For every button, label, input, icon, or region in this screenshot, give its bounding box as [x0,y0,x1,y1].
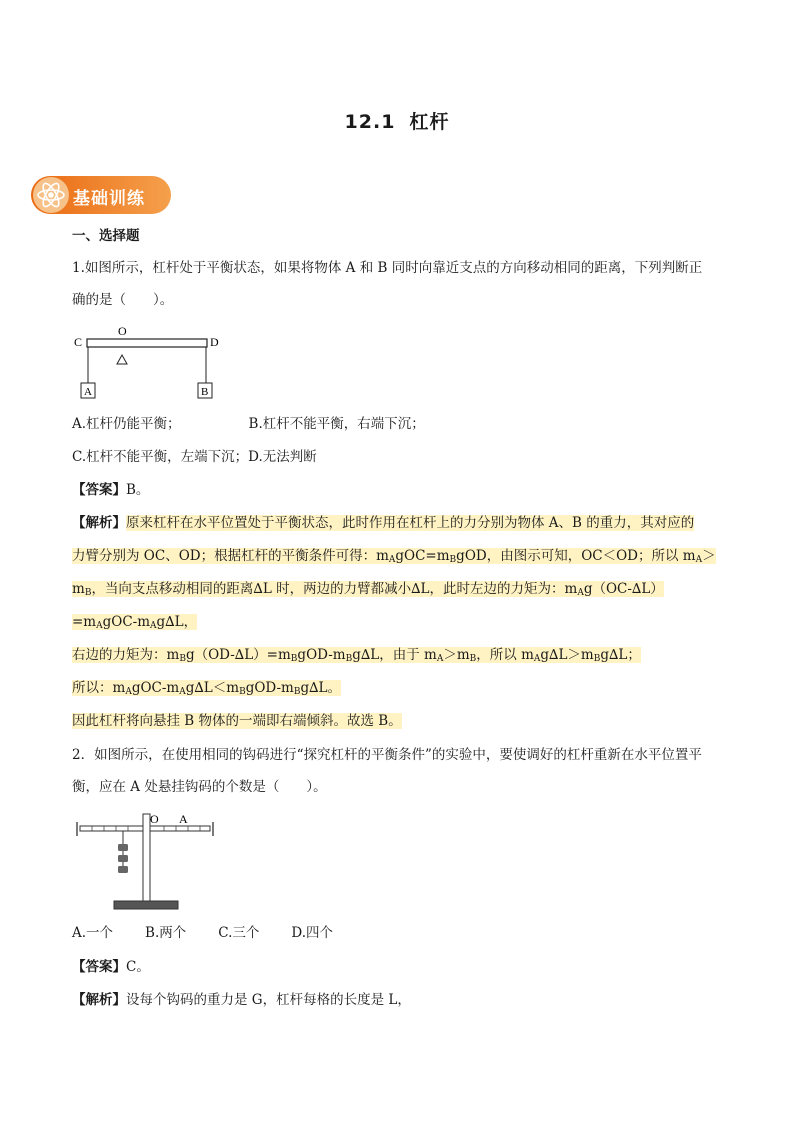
q1-analysis-line3: $m_B$，当向支点移动相同的距离∆L 时，两边的力臂都减小∆L，此时左边的力矩为：$m_Ag(OC-\Delta L)$ [72,581,664,598]
label-o: O [150,812,159,826]
atom-icon [33,177,69,213]
stand-base [114,901,178,909]
q1-analysis-line2: 力臂分别为 OC、OD；根据杠杆的平衡条件可得：$m_AgOC=m_BgOD$，由图示可知，OC＜OD；所以 $m_A>$ [72,548,716,565]
q2-stem-line2: 衡，应在 A 处悬挂钩码的个数是（ ）。 [72,779,327,795]
title-number: 12.1 [344,111,396,133]
q2-answer-tag: 【答案】 [72,959,126,975]
q1-analysis-line5: 右边的力矩为：$m_Bg(OD-\Delta L)=m_BgOD-m_Bg\Delta L$，由于 $m_A>m_B$，所以 $m_Ag\Delta L>m_Bg\Delta L$； [72,647,641,664]
q2-analysis [72,989,726,1011]
lever-bar [87,339,207,347]
q1-answer-tag: 【答案】 [72,482,126,498]
hook-weight-2 [118,855,128,862]
hook-weight-1 [118,844,128,851]
q1-analysis-line4: $=m_AgOC-m_Ag\Delta L$， [72,614,198,631]
q1-analysis-line7: 因此杠杆将向悬挂 B 物体的一端即右端倾斜。故选 B。 [72,713,402,729]
label-o: O [118,324,127,338]
q1-analysis-tag: 【解析】 [72,515,126,531]
page-title [0,107,794,134]
q1-options-row2: C.杠杆不能平衡，左端下沉；D.无法判断 [72,449,317,465]
q2-answer [72,956,726,978]
q1-analysis-line1: 【解析】原来杠杆在水平位置处于平衡状态，此时作用在杠杆上的力分别为物体 A、B 的重力，其对应的 [72,515,695,531]
q2-lever-stand-diagram [72,810,222,914]
label-a: A [179,812,188,826]
q1-stem-line2: 确的是（ ）。 [72,292,174,308]
title-text: 杠杆 [409,111,450,133]
q1-option-a: A.杠杆仍能平衡； [72,416,181,432]
badge-label: 基础训练 [73,189,145,209]
label-c: C [74,335,83,349]
q2-options [72,922,726,944]
q2-option-d: D.四个 [291,925,334,941]
q2-option-c: C.三个 [218,925,260,941]
section-badge [31,176,171,214]
section-heading: 一、选择题 [72,228,140,244]
q1-lever-diagram [72,320,232,402]
fulcrum [117,355,127,364]
hook-weight-3 [118,866,128,873]
q2-stem-line1: 2．如图所示，在使用相同的钩码进行“探究杠杆的平衡条件”的实验中，要使调好的杠杆重新在水平位置平 [72,747,702,763]
stand-pole [143,814,150,908]
box-a-label: A [84,386,92,398]
q2-answer-value: C。 [126,959,150,975]
label-d: D [210,335,219,349]
q1-answer [72,479,726,501]
box-b-label: B [201,386,209,398]
q1-answer-value: B。 [126,482,150,498]
q1-option-b: B.杠杆不能平衡，右端下沉； [248,416,425,432]
q2-analysis-tag: 【解析】 [72,992,126,1008]
q1-stem-line1: 1.如图所示，杠杆处于平衡状态，如果将物体 A 和 B 同时向靠近支点的方向移动相同的距离，下列判断正 [72,260,703,276]
q2-option-a: A.一个 [72,925,114,941]
q2-option-b: B.两个 [145,925,187,941]
q1-options-row1 [72,413,726,435]
q2-analysis-text: 设每个钩码的重力是 G，杠杆每格的长度是 L， [126,992,411,1008]
q1-analysis-line6: 所以：$m_AgOC-m_Ag\Delta L<m_BgOD-m_Bg\Delta L$。 [72,680,342,697]
